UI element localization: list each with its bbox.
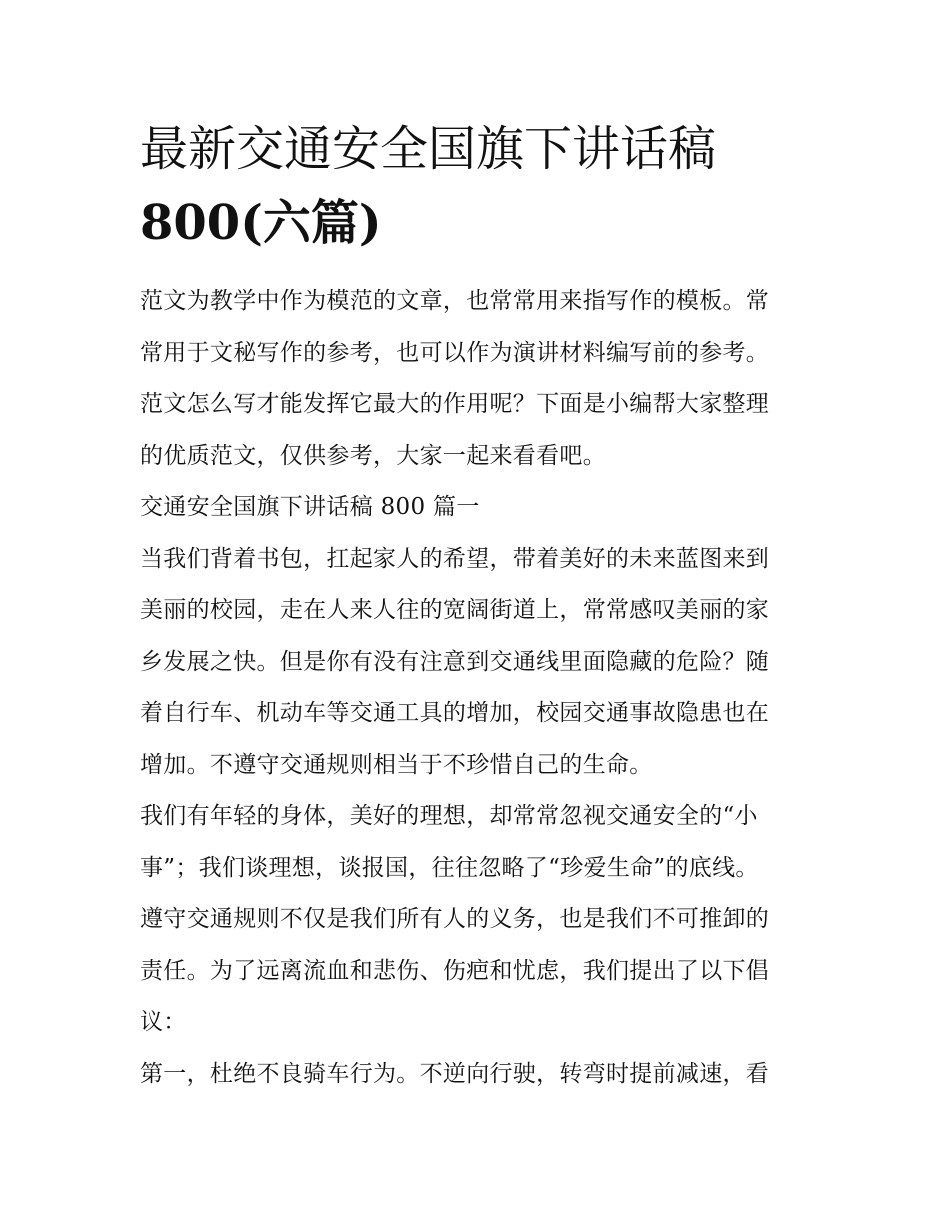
title-line-1: 最新交通安全国旗下讲话稿 xyxy=(140,121,717,177)
body-line: 范文怎么写才能发挥它最大的作用呢？下面是小编帮大家整理 xyxy=(140,391,770,417)
body-line: 乡发展之快。但是你有没有注意到交通线里面隐藏的危险？随 xyxy=(140,648,770,675)
body-line: 议： xyxy=(140,1009,187,1035)
document-body xyxy=(140,276,815,1100)
body-line: 遵守交通规则不仅是我们所有人的义务，也是我们不可推卸的 xyxy=(140,906,770,932)
body-line: 事”；我们谈理想，谈报国，往往忽略了“珍爱生命”的底线。 xyxy=(140,854,759,881)
document-title xyxy=(140,112,820,260)
section-heading: 交通安全国旗下讲话稿 800 篇一 xyxy=(140,494,480,520)
body-line: 常用于文秘写作的参考，也可以作为演讲材料编写前的参考。 xyxy=(140,339,770,366)
title-line-2: 800(六篇) xyxy=(140,195,382,251)
body-line: 当我们背着书包，扛起家人的希望，带着美好的未来蓝图来到 xyxy=(140,545,770,572)
body-line: 的优质范文，仅供参考，大家一起来看看吧。 xyxy=(140,442,606,469)
body-line: 着自行车、机动车等交通工具的增加，校园交通事故隐患也在 xyxy=(140,700,770,726)
body-line: 增加。不遵守交通规则相当于不珍惜自己的生命。 xyxy=(140,751,653,778)
body-line: 美丽的校园，走在人来人往的宽阔街道上，常常感叹美丽的家 xyxy=(140,597,770,623)
body-line: 范文为教学中作为模范的文章，也常常用来指写作的模板。常 xyxy=(140,288,770,314)
body-line: 我们有年轻的身体，美好的理想，却常常忽视交通安全的“小 xyxy=(140,803,758,829)
body-line: 责任。为了远离流血和悲伤、伤疤和忧虑，我们提出了以下倡 xyxy=(140,957,770,984)
body-line: 第一，杜绝不良骑车行为。不逆向行驶，转弯时提前减速，看 xyxy=(140,1060,770,1087)
